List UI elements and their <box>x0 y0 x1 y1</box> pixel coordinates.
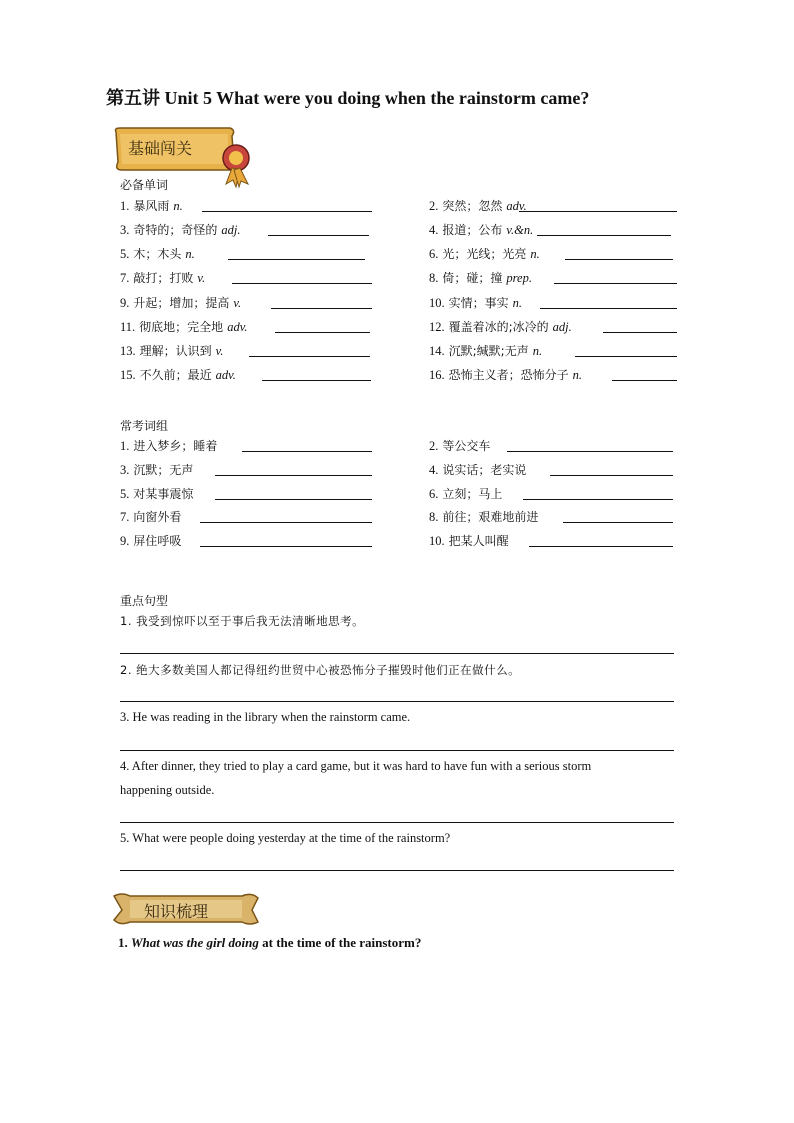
phrase-item <box>120 437 217 455</box>
vocab-item <box>429 318 572 336</box>
vocab-chinese: 报道；公布 <box>442 223 503 237</box>
vocab-num: 15. <box>120 368 136 382</box>
vocab-num: 5. <box>120 247 130 261</box>
knowledge-rest: at the time of the rainstorm? <box>258 935 422 950</box>
vocab-pos: adv. <box>227 320 248 334</box>
vocab-item <box>429 245 540 263</box>
vocab-chinese: 奇特的；奇怪的 <box>133 223 218 237</box>
phrase-num: 5. <box>120 487 130 501</box>
vocab-item <box>429 221 533 239</box>
vocab-pos: n. <box>572 368 583 382</box>
vocab-num: 3. <box>120 223 130 237</box>
phrase-num: 6. <box>429 487 439 501</box>
vocab-pos: v.&n. <box>506 223 534 237</box>
phrase-num: 4. <box>429 463 439 477</box>
vocab-item <box>429 366 582 384</box>
phrase-chinese: 等公交车 <box>442 439 491 453</box>
vocab-item <box>120 245 195 263</box>
vocab-pos: prep. <box>506 271 532 285</box>
vocab-answer-blank[interactable] <box>554 283 677 284</box>
vocab-answer-blank[interactable] <box>537 235 671 236</box>
vocab-chinese: 升起；增加；提高 <box>133 296 230 310</box>
knowledge-num: 1. <box>118 935 128 950</box>
vocab-item <box>429 197 527 215</box>
phrase-answer-blank[interactable] <box>215 499 372 500</box>
sentence-text: 2. 绝大多数美国人都记得纽约世贸中心被恐怖分子摧毁时他们正在做什么。 <box>120 663 521 677</box>
vocab-chinese: 理解；认识到 <box>139 344 212 358</box>
vocab-answer-blank[interactable] <box>268 235 369 236</box>
vocab-chinese: 覆盖着冰的;冰冷的 <box>448 320 549 334</box>
phrase-chinese: 前往；艰难地前进 <box>442 510 539 524</box>
sentence-text: 5. What were people doing yesterday at the time of the rainstorm? <box>120 831 451 845</box>
vocab-pos: v. <box>233 296 242 310</box>
phrase-num: 1. <box>120 439 130 453</box>
vocab-answer-blank[interactable] <box>262 380 371 381</box>
phrase-item <box>429 485 502 503</box>
vocab-item <box>429 269 532 287</box>
vocab-pos: adv. <box>506 199 527 213</box>
sentence-text: 3. He was reading in the library when the rainstorm came. <box>120 710 411 724</box>
vocab-item <box>120 294 241 312</box>
vocab-item <box>120 269 205 287</box>
vocab-num: 7. <box>120 271 130 285</box>
vocab-pos: adv. <box>215 368 236 382</box>
phrase-chinese: 把某人叫醒 <box>448 534 509 548</box>
vocab-pos: n. <box>532 344 543 358</box>
vocab-num: 8. <box>429 271 439 285</box>
vocab-pos: v. <box>215 344 224 358</box>
vocab-chinese: 不久前；最近 <box>139 368 212 382</box>
phrase-num: 9. <box>120 534 130 548</box>
vocab-chinese: 倚；碰；撞 <box>442 271 503 285</box>
knowledge-question <box>118 935 421 951</box>
vocab-answer-blank[interactable] <box>612 380 677 381</box>
sentence-text-continued: happening outside. <box>120 783 215 797</box>
vocab-chinese: 木；木头 <box>133 247 182 261</box>
phrase-num: 7. <box>120 510 130 524</box>
vocab-num: 1. <box>120 199 130 213</box>
phrase-answer-blank[interactable] <box>507 451 673 452</box>
phrase-answer-blank[interactable] <box>242 451 372 452</box>
phrase-chinese: 进入梦乡；睡着 <box>133 439 218 453</box>
phrase-chinese: 说实话；老实说 <box>442 463 527 477</box>
vocab-answer-blank[interactable] <box>202 211 372 212</box>
sentence-answer-line[interactable] <box>120 701 674 702</box>
vocab-chinese: 恐怖主义者；恐怖分子 <box>448 368 569 382</box>
vocab-pos: v. <box>197 271 206 285</box>
phrase-chinese: 屏住呼吸 <box>133 534 182 548</box>
vocab-pos: n. <box>530 247 540 261</box>
vocab-item <box>120 197 183 215</box>
knowledge-italic: What was the girl doing <box>131 935 259 950</box>
phrase-num: 8. <box>429 510 439 524</box>
vocab-item <box>429 294 522 312</box>
vocab-chinese: 突然；忽然 <box>442 199 503 213</box>
vocab-pos: adj. <box>221 223 241 237</box>
vocab-answer-blank[interactable] <box>519 211 677 212</box>
phrase-chinese: 沉默；无声 <box>133 463 194 477</box>
phrase-chinese: 立刻；马上 <box>442 487 503 501</box>
vocab-num: 6. <box>429 247 439 261</box>
sentence-answer-line[interactable] <box>120 750 674 751</box>
phrase-num: 10. <box>429 534 445 548</box>
phrase-answer-blank[interactable] <box>563 522 673 523</box>
vocab-item <box>120 366 236 384</box>
phrase-chinese: 对某事震惊 <box>133 487 194 501</box>
phrase-answer-blank[interactable] <box>550 475 673 476</box>
phrase-item <box>120 508 181 526</box>
vocab-num: 2. <box>429 199 439 213</box>
vocab-num: 10. <box>429 296 445 310</box>
vocab-answer-blank[interactable] <box>575 356 677 357</box>
vocab-answer-blank[interactable] <box>249 356 370 357</box>
vocab-pos: n. <box>185 247 195 261</box>
phrase-num: 3. <box>120 463 130 477</box>
vocab-num: 4. <box>429 223 439 237</box>
phrase-item <box>429 437 490 455</box>
phrase-item <box>120 461 193 479</box>
banner-basic-label: 基础闯关 <box>128 139 193 158</box>
banner-knowledge-label: 知识梳理 <box>144 902 209 921</box>
vocab-answer-blank[interactable] <box>232 283 372 284</box>
sentence-section-label: 重点句型 <box>120 594 169 608</box>
phrase-item <box>120 532 181 550</box>
vocab-chinese: 彻底地；完全地 <box>139 320 224 334</box>
vocab-chinese: 暴风雨 <box>133 199 170 213</box>
phrase-answer-blank[interactable] <box>529 546 673 547</box>
vocab-pos: n. <box>512 296 523 310</box>
banner-knowledge <box>112 890 262 930</box>
vocab-chinese: 敲打；打败 <box>133 271 194 285</box>
phrase-answer-blank[interactable] <box>200 522 372 523</box>
vocab-chinese: 实情；事实 <box>448 296 509 310</box>
page-title: 第五讲 Unit 5 What were you doing when the rainstorm came? <box>106 88 590 108</box>
vocab-num: 11. <box>120 320 136 334</box>
vocab-item <box>429 342 542 360</box>
sentence-text: 4. After dinner, they tried to play a card game, but it was hard to have fun with a serious storm <box>120 759 592 773</box>
vocab-num: 16. <box>429 368 445 382</box>
phrase-num: 2. <box>429 439 439 453</box>
sentence-answer-line[interactable] <box>120 870 674 871</box>
phrase-section-label: 常考词组 <box>120 419 169 433</box>
phrase-item <box>429 532 509 550</box>
vocab-chinese: 沉默;缄默;无声 <box>448 344 529 358</box>
vocab-pos: n. <box>173 199 183 213</box>
phrase-chinese: 向窗外看 <box>133 510 182 524</box>
sentence-answer-line[interactable] <box>120 822 674 823</box>
vocab-answer-blank[interactable] <box>228 259 365 260</box>
vocab-item <box>120 221 241 239</box>
phrase-item <box>120 485 193 503</box>
phrase-item <box>429 461 526 479</box>
vocab-section-label: 必备单词 <box>120 178 169 192</box>
vocab-answer-blank[interactable] <box>565 259 673 260</box>
vocab-answer-blank[interactable] <box>603 332 677 333</box>
phrase-answer-blank[interactable] <box>215 475 372 476</box>
phrase-item <box>429 508 538 526</box>
vocab-answer-blank[interactable] <box>275 332 370 333</box>
vocab-num: 12. <box>429 320 445 334</box>
vocab-item <box>120 342 223 360</box>
sentence-answer-line[interactable] <box>120 653 674 654</box>
phrase-answer-blank[interactable] <box>200 546 372 547</box>
vocab-chinese: 光；光线；光亮 <box>442 247 527 261</box>
vocab-item <box>120 318 247 336</box>
vocab-answer-blank[interactable] <box>271 308 372 309</box>
vocab-num: 13. <box>120 344 136 358</box>
vocab-num: 9. <box>120 296 130 310</box>
vocab-pos: adj. <box>552 320 572 334</box>
phrase-answer-blank[interactable] <box>523 499 673 500</box>
vocab-num: 14. <box>429 344 445 358</box>
sentence-text: 1. 我受到惊吓以至于事后我无法清晰地思考。 <box>120 614 365 628</box>
vocab-answer-blank[interactable] <box>540 308 677 309</box>
